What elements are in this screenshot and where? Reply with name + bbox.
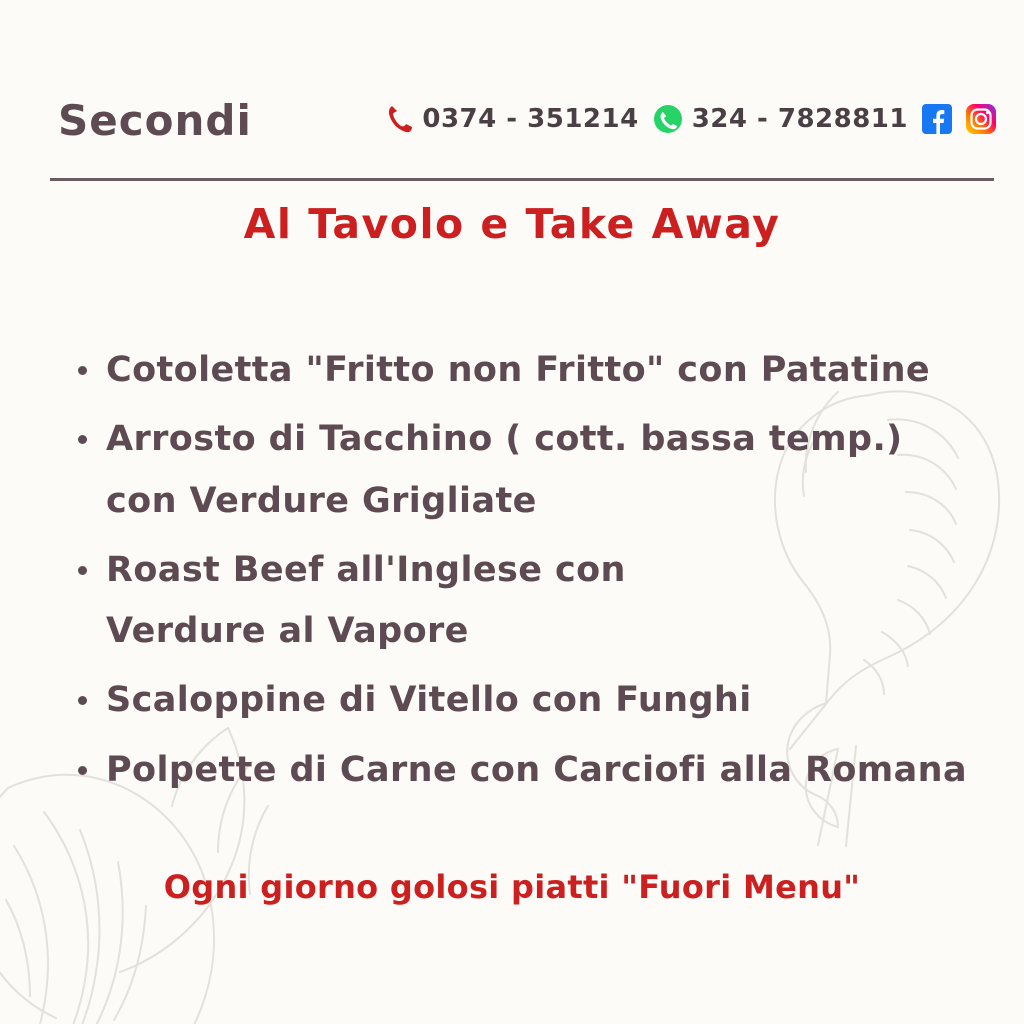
list-item (64, 670, 984, 731)
list-item (64, 540, 984, 663)
list-item (64, 409, 984, 532)
whatsapp-contact[interactable] (653, 104, 908, 134)
dish-list (64, 340, 984, 809)
page-title: Secondi (58, 96, 252, 145)
contact-bar (387, 104, 996, 134)
instagram-icon[interactable] (966, 104, 996, 134)
whatsapp-number: 324 - 7828811 (691, 104, 908, 134)
dish-line-1: Cotoletta "Fritto non Fritto" con Patatine (106, 350, 931, 390)
header-divider (50, 178, 994, 181)
dish-line-1: Polpette di Carne con Carciofi alla Romana (106, 749, 968, 790)
phone-icon (387, 104, 413, 134)
dish-line-1: Scaloppine di Vitello con Funghi (106, 680, 752, 721)
menu-header (50, 96, 996, 168)
phone-number: 0374 - 351214 (422, 104, 639, 134)
dish-line-1: Roast Beef all'Inglese con (106, 549, 626, 590)
headline: Al Tavolo e Take Away (243, 200, 781, 248)
dish-line-1: Arrosto di Tacchino ( cott. bassa temp.) (106, 419, 903, 460)
phone-contact[interactable] (387, 104, 638, 134)
list-item (64, 340, 984, 401)
whatsapp-icon (653, 104, 683, 134)
dish-line-2: Verdure al Vapore (106, 611, 469, 651)
dish-line-2: con Verdure Grigliate (106, 480, 537, 521)
facebook-icon[interactable] (922, 104, 952, 134)
list-item (64, 740, 984, 801)
footer-note: Ogni giorno golosi piatti "Fuori Menu" (163, 868, 861, 906)
